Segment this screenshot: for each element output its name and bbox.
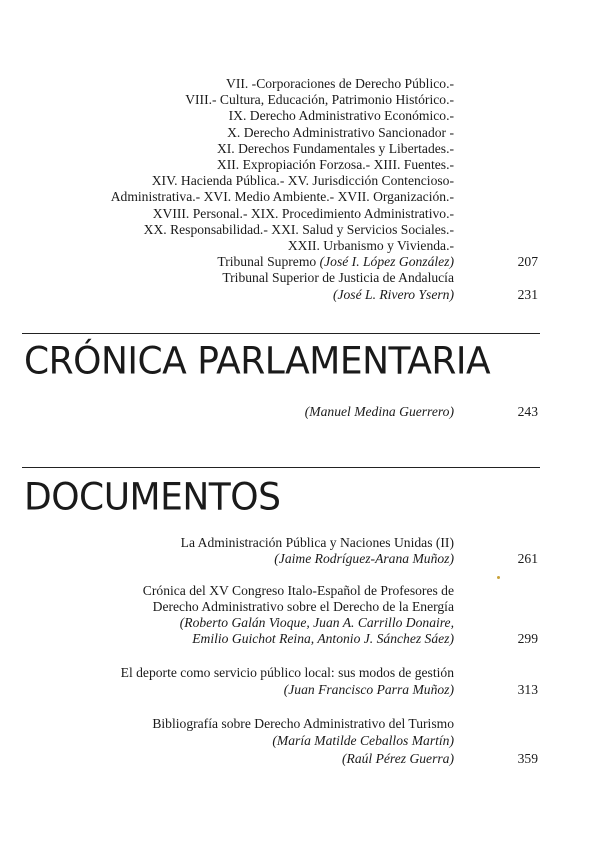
document-entry-author-line (342, 751, 454, 768)
subject-line: XXII. Urbanismo y Vivienda.- (287, 238, 454, 254)
subject-line: X. Derecho Administrativo Sancionador - (227, 124, 454, 140)
subject-line: XVIII. Personal.- XIX. Procedimiento Administrativo.- (152, 205, 454, 221)
cronica-page: 243 (517, 404, 538, 419)
document-entry-author-line (180, 615, 454, 632)
section-divider (22, 467, 540, 468)
subject-line: VIII.- Cultura, Educación, Patrimonio Histórico.- (185, 92, 454, 108)
subject-line: IX. Derecho Administrativo Económico.- (228, 108, 454, 124)
tribunal-supremo-author: (José I. López González) (319, 254, 454, 269)
document-entry-page: 313 (517, 682, 538, 697)
subject-line: VII. -Corporaciones de Derecho Público.- (226, 76, 454, 91)
document-entry-title: Derecho Administrativo sobre el Derecho de la Energía (152, 599, 454, 614)
document-entry-author-line (192, 631, 454, 648)
cronica-author: (Manuel Medina Guerrero) (304, 404, 454, 419)
document-entry-title: El deporte como servicio público local: sus modos de gestión (120, 665, 454, 680)
subject-line: XIV. Hacienda Pública.- XV. Jurisdicción Contencioso- (151, 173, 454, 189)
subject-index (111, 76, 454, 254)
document-entry-page: 261 (517, 551, 538, 566)
document-entry-author-line (272, 733, 454, 750)
subject-line: XI. Derechos Fundamentales y Libertades.- (216, 140, 454, 156)
document-entry-author: (Jaime Rodríguez-Arana Muñoz) (274, 551, 454, 566)
document-entry-author: (Juan Francisco Parra Muñoz) (283, 682, 454, 697)
document-entry-author-line (284, 682, 454, 699)
document-entry-title: Bibliografía sobre Derecho Administrativo del Turismo (152, 716, 454, 731)
document-entry-author: (María Matilde Ceballos Martín) (272, 733, 454, 748)
document-entry-title: Crónica del XV Congreso Italo-Español de Profesores de (142, 583, 454, 598)
subject-line: XX. Responsabilidad.- XXI. Salud y Servicios Sociales.- (143, 221, 454, 237)
tribunal-superior-page: 231 (517, 287, 538, 302)
tribunal-supremo-label: Tribunal Supremo (217, 254, 320, 269)
subject-line: Administrativa.- XVI. Medio Ambiente.- XVII. Organización.- (110, 189, 454, 205)
tribunal-supremo-entry (217, 254, 454, 271)
document-entry-author: (Raúl Pérez Guerra) (342, 751, 454, 766)
cronica-author-line (305, 404, 454, 421)
tribunal-superior-author-line (333, 287, 454, 304)
tribunal-supremo-page: 207 (517, 254, 538, 269)
document-entry-title: La Administración Pública y Naciones Unidas (II) (180, 535, 454, 550)
cronica-section-title: CRÓNICA PARLAMENTARIA (24, 339, 491, 383)
documentos-section-title: DOCUMENTOS (24, 475, 281, 519)
ink-speck (497, 576, 500, 579)
document-entry-author: Emilio Guichot Reina, Antonio J. Sánchez Sáez) (192, 631, 454, 646)
document-entry-author: (Roberto Galán Vioque, Juan A. Carrillo Donaire, (179, 615, 454, 630)
tribunal-superior-label: Tribunal Superior de Justicia de Andalucía (222, 270, 454, 285)
subject-line: XII. Expropiación Forzosa.- XIII. Fuentes.- (216, 157, 454, 173)
document-entry-author-line (274, 551, 454, 568)
document-entry-page: 299 (517, 631, 538, 646)
section-divider (22, 333, 540, 334)
document-entry-page: 359 (517, 751, 538, 766)
tribunal-superior-author: (José L. Rivero Ysern) (332, 287, 454, 302)
